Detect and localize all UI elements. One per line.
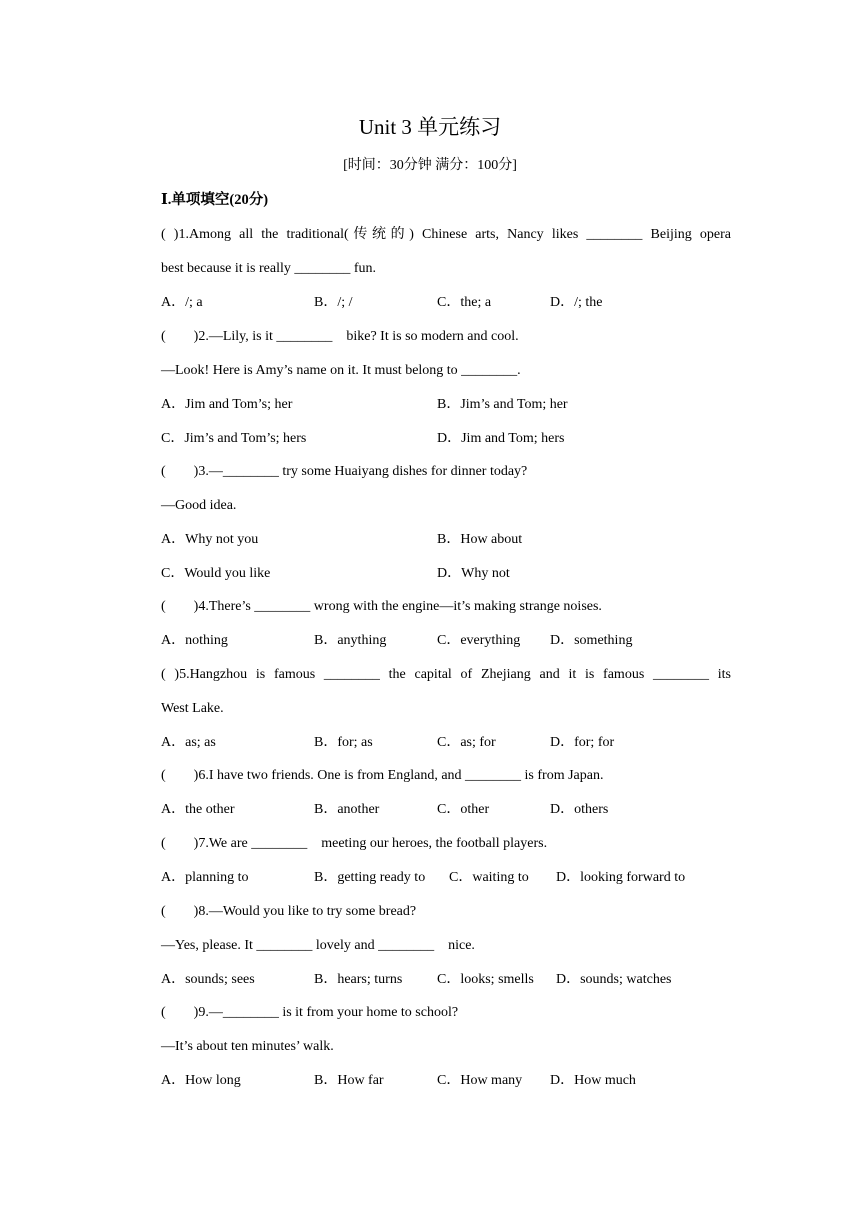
question-2-stem-line-1: ( )2.—Lily, is it ________ bike? It is so modern and cool. — [161, 329, 519, 344]
question-8-option-c: C．looks; smells — [437, 972, 534, 987]
question-1-option-a: A．/; a — [161, 295, 203, 310]
question-4-option-c: C．everything — [437, 633, 521, 648]
question-7-option-d: D．looking forward to — [556, 870, 686, 885]
question-8-option-d: D．sounds; watches — [556, 972, 672, 987]
question-6-option-d: D．others — [550, 802, 609, 817]
question-5-option-b: B．for; as — [314, 735, 373, 750]
question-5-option-c: C．as; for — [437, 735, 496, 750]
question-4-option-b: B．anything — [314, 633, 387, 648]
question-2-option-b: B．Jim’s and Tom; her — [437, 397, 568, 412]
question-9-stem-line-2: —It’s about ten minutes’ walk. — [161, 1039, 334, 1054]
question-9-option-d: D．How much — [550, 1073, 636, 1088]
question-3-stem-line-1: ( )3.—________ try some Huaiyang dishes for dinner today? — [161, 464, 528, 479]
question-7-option-a: A．planning to — [161, 870, 249, 885]
question-5-option-a: A．as; as — [161, 735, 216, 750]
question-2-stem-line-2: —Look! Here is Amy’s name on it. It must belong to ________. — [161, 363, 521, 378]
question-3-option-c: C．Would you like — [161, 566, 271, 581]
question-4-option-d: D．something — [550, 633, 633, 648]
question-4-stem-line-1: ( )4.There’s ________ wrong with the engine—it’s making strange noises. — [161, 599, 602, 614]
page-title: Unit 3 单元练习 — [358, 115, 502, 139]
question-9-option-b: B．How far — [314, 1073, 384, 1088]
question-6-option-b: B．another — [314, 802, 380, 817]
section-heading: Ⅰ.单项填空(20分) — [161, 192, 269, 208]
question-8-stem-line-2: —Yes, please. It ________ lovely and ________ nice. — [161, 938, 475, 953]
question-8-option-a: A．sounds; sees — [161, 972, 255, 987]
question-1-option-d: D．/; the — [550, 295, 603, 310]
question-7-option-c: C．waiting to — [449, 870, 529, 885]
question-5-stem-line-1: ( )5.Hangzhou is famous ________ the capital of Zhejiang and it is famous ________ its — [161, 667, 731, 682]
question-7-stem-line-1: ( )7.We are ________ meeting our heroes, the football players. — [161, 836, 548, 851]
question-5-option-d: D．for; for — [550, 735, 615, 750]
question-3-option-a: A．Why not you — [161, 532, 259, 547]
question-6-stem-line-1: ( )6.I have two friends. One is from England, and ________ is from Japan. — [161, 768, 604, 783]
question-3-option-d: D．Why not — [437, 566, 510, 581]
question-6-option-c: C．other — [437, 802, 490, 817]
question-3-option-b: B．How about — [437, 532, 523, 547]
question-9-option-a: A．How long — [161, 1073, 241, 1088]
question-7-option-b: B．getting ready to — [314, 870, 426, 885]
question-9-stem-line-1: ( )9.—________ is it from your home to school? — [161, 1005, 459, 1020]
question-4-option-a: A．nothing — [161, 633, 228, 648]
question-6-option-a: A．the other — [161, 802, 235, 817]
exam-info: [时间：30分钟 满分：100分] — [343, 158, 517, 173]
question-9-option-c: C．How many — [437, 1073, 523, 1088]
question-8-option-b: B．hears; turns — [314, 972, 403, 987]
question-1-option-b: B．/; / — [314, 295, 353, 310]
question-5-stem-line-2: West Lake. — [161, 701, 224, 716]
question-2-option-c: C．Jim’s and Tom’s; hers — [161, 431, 307, 446]
question-1-option-c: C．the; a — [437, 295, 492, 310]
question-1-stem-line-1: ( )1.Among all the traditional(传统的) Chinese arts, Nancy likes ________ Beijing opera — [161, 227, 731, 242]
question-8-stem-line-1: ( )8.—Would you like to try some bread? — [161, 904, 417, 919]
question-1-stem-line-2: best because it is really ________ fun. — [161, 261, 377, 276]
question-2-option-a: A．Jim and Tom’s; her — [161, 397, 293, 412]
question-2-option-d: D．Jim and Tom; hers — [437, 431, 565, 446]
question-3-stem-line-2: —Good idea. — [161, 498, 237, 513]
